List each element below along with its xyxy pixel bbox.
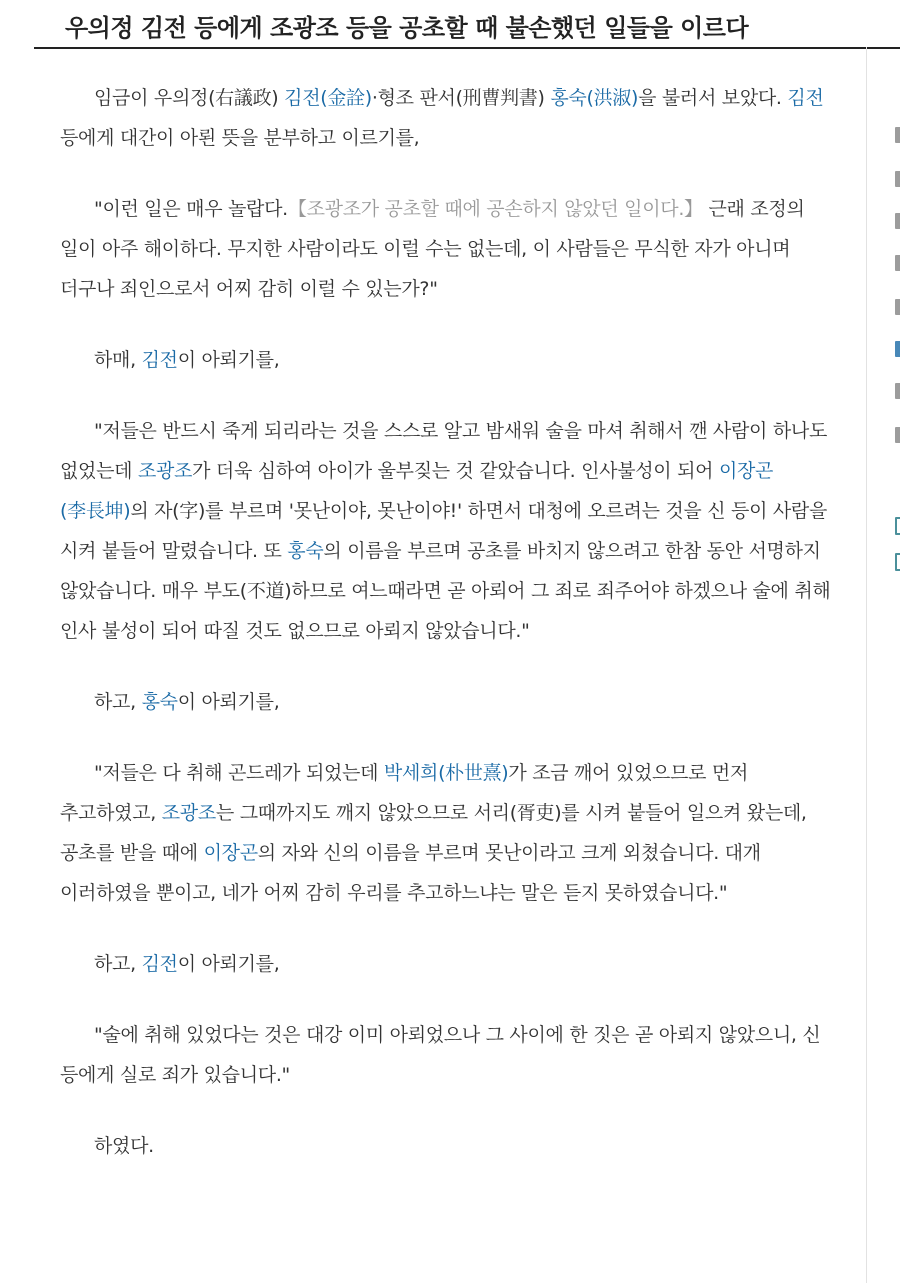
paragraph-text: 의 이름을 부르며 공초를 바치지 않으려고 한참 동안 서명하지 않았습니다. 매우 부도(不道)하므로 여느때라면 곧 아뢰어 그 죄로 죄주어야 하겠으나 술에 취해 인사 불성이 되어 따질 것도 없으므로 아뢰지 않았습니다." <box>60 540 831 642</box>
paragraph-text: ·형조 판서(刑曹判書) <box>371 87 551 109</box>
article-paragraph <box>60 944 838 984</box>
person-link-kim-jeon[interactable]: 김전 <box>141 349 178 371</box>
paragraph-text: 가 조금 깨어 있었으므로 먼저 추고하였고, <box>60 762 749 824</box>
person-link-lee-jang-gon[interactable]: 이장곤(李長坤) <box>60 460 774 522</box>
paragraph-text: "저들은 반드시 죽게 되리라는 것을 스스로 알고 밤새워 술을 마셔 취해서 깬 사람이 하나도 없었는데 <box>60 420 827 482</box>
side-text-fragment <box>895 213 900 229</box>
paragraph-text: 가 더욱 심하여 아이가 울부짖는 것 같았습니다. 인사불성이 되어 <box>192 460 719 482</box>
paragraph-text: 을 불러서 보았다. <box>638 87 788 109</box>
person-link-lee-jang-gon[interactable]: 이장곤 <box>203 842 258 864</box>
side-text-fragment <box>895 255 900 271</box>
side-button-fragment[interactable] <box>895 517 900 535</box>
article-paragraph <box>60 78 838 158</box>
header <box>34 0 900 49</box>
paragraph-text: 근래 조정의 일이 아주 해이하다. 무지한 사람이라도 이럴 수는 없는데, 이 사람들은 무식한 자가 아니며 더구나 죄인으로서 어찌 감히 이럴 수 있는가?" <box>60 198 805 300</box>
side-link-fragment[interactable] <box>895 341 900 357</box>
paragraph-text: "이런 일은 매우 놀랍다. <box>94 198 288 220</box>
paragraph-text: 이 아뢰기를, <box>177 691 280 713</box>
side-text-fragment <box>895 127 900 143</box>
person-link-jo-gwang-jo[interactable]: 조광조 <box>161 802 216 824</box>
paragraph-text: 의 자와 신의 이름을 부르며 못난이라고 크게 외쳤습니다. 대개 이러하였을 뿐이고, 네가 어찌 감히 우리를 추고하느냐는 말은 듣지 못하였습니다." <box>60 842 761 904</box>
paragraph-text: 등에게 대간이 아뢴 뜻을 분부하고 이르기를, <box>60 127 420 149</box>
paragraph-text: 하매, <box>94 349 142 371</box>
paragraph-text: 이 아뢰기를, <box>177 349 280 371</box>
paragraph-text: "저들은 다 취해 곤드레가 되었는데 <box>94 762 384 784</box>
article-paragraph <box>60 1126 838 1166</box>
person-link-park-se-hui[interactable]: 박세희(朴世熹) <box>383 762 509 784</box>
side-text-fragment <box>895 171 900 187</box>
paragraph-text: 이 아뢰기를, <box>177 953 280 975</box>
article-paragraph <box>60 1015 838 1095</box>
person-link-hong-suk[interactable]: 홍숙 <box>287 540 324 562</box>
side-text-fragment <box>895 299 900 315</box>
side-panel-cropped <box>867 47 900 1283</box>
person-link-hong-suk[interactable]: 홍숙(洪淑) <box>550 87 639 109</box>
person-link-hong-suk[interactable]: 홍숙 <box>141 691 178 713</box>
paragraph-text: 임금이 우의정(右議政) <box>94 87 285 109</box>
paragraph-text: 하고, <box>94 953 142 975</box>
article-paragraph <box>60 682 838 722</box>
paragraph-text: 는 그때까지도 깨지 않았으므로 서리(胥吏)를 시켜 붙들어 일으켜 왔는데, 공초를 받을 때에 <box>60 802 807 864</box>
person-link-kim-jeon[interactable]: 김전(金詮) <box>284 87 372 109</box>
article-body <box>60 78 838 1166</box>
paragraph-text: 하였다. <box>94 1135 154 1157</box>
person-link-kim-jeon[interactable]: 김전 <box>141 953 178 975</box>
article-paragraph <box>60 411 838 651</box>
paragraph-text: "술에 취해 있었다는 것은 대강 이미 아뢰었으나 그 사이에 한 짓은 곧 아뢰지 않았으니, 신 등에게 실로 죄가 있습니다." <box>60 1024 821 1086</box>
person-link-kim-jeon[interactable]: 김전 <box>787 87 824 109</box>
article-paragraph <box>60 753 838 913</box>
page-title: 우의정 김전 등에게 조광조 등을 공초할 때 불손했던 일들을 이르다 <box>65 14 749 42</box>
side-button-fragment[interactable] <box>895 553 900 571</box>
side-text-fragment <box>895 427 900 443</box>
paragraph-text: 의 자(字)를 부르며 '못난이야, 못난이야!' 하면서 대청에 오르려는 것을 신 등이 사람을 시켜 붙들어 말렸습니다. 또 <box>60 500 828 562</box>
article-paragraph <box>60 189 838 309</box>
article-paragraph <box>60 340 838 380</box>
paragraph-text: 하고, <box>94 691 142 713</box>
side-text-fragment <box>895 383 900 399</box>
person-link-jo-gwang-jo[interactable]: 조광조 <box>137 460 193 482</box>
annotation-note: 【조광조가 공초할 때에 공손하지 않았던 일이다.】 <box>287 198 703 220</box>
